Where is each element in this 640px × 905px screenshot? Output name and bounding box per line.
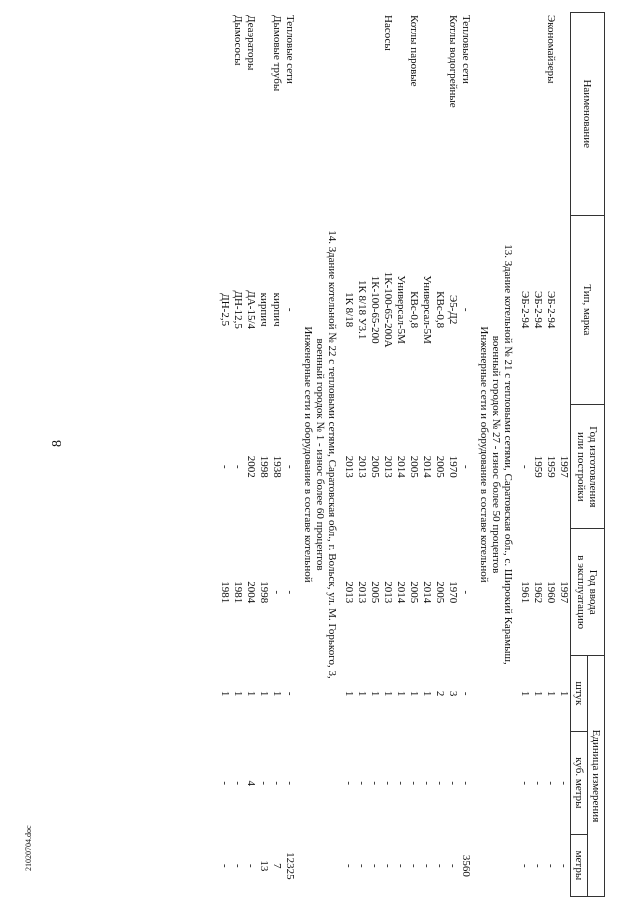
- cell-made: -: [284, 464, 296, 469]
- header-intro-line2: в эксплуатацию: [575, 555, 588, 630]
- section-13-line3: Инженерные сети и оборудование в составе котельной: [478, 326, 490, 583]
- cell-pcs: 1: [558, 690, 570, 697]
- cell-m: -: [369, 864, 381, 868]
- cell-made: 1997: [558, 455, 570, 478]
- cell-pcs: 1: [519, 690, 531, 697]
- table-row: [459, 12, 472, 897]
- header-made-line1: Год изготовления: [587, 426, 600, 508]
- table-row: [518, 12, 531, 897]
- cell-pcs: 1: [219, 690, 231, 697]
- cell-name: [218, 12, 231, 215]
- table-row: [394, 12, 407, 897]
- cell-made: -: [519, 464, 531, 469]
- cell-name: [342, 12, 355, 215]
- cell-intro: -: [460, 590, 472, 595]
- section-14-heading: [296, 12, 342, 897]
- cell-pcs: 1: [382, 690, 394, 697]
- cell-vol: -: [284, 781, 296, 786]
- header-vol: куб. метры: [571, 731, 588, 834]
- cell-type: 1К 8/18: [343, 292, 355, 328]
- cell-intro: 1997: [558, 581, 570, 604]
- cell-m: -: [558, 864, 570, 868]
- cell-name: Экономайзеры: [545, 15, 557, 84]
- cell-name: Дымососы: [232, 15, 244, 66]
- cell-vol: -: [408, 781, 420, 786]
- header-intro-line1: Год ввода: [587, 569, 600, 615]
- cell-made: 2013: [382, 455, 394, 478]
- cell-m: -: [532, 864, 544, 868]
- cell-intro: 1961: [519, 581, 531, 604]
- cell-m: -: [434, 864, 446, 868]
- cell-intro: 1998: [258, 581, 270, 604]
- cell-m: -: [245, 864, 257, 868]
- header-unit-group: Единица измерения: [588, 655, 605, 896]
- cell-pcs: 1: [258, 690, 270, 697]
- cell-vol: -: [460, 781, 472, 786]
- cell-vol: -: [434, 781, 446, 786]
- header-type: Тип, марка: [571, 215, 605, 405]
- cell-type: 1К-100-65-200А: [382, 271, 394, 348]
- cell-name: [394, 12, 407, 215]
- cell-vol: -: [519, 781, 531, 786]
- cell-made: 1959: [532, 455, 544, 478]
- cell-intro: 2014: [395, 581, 407, 604]
- cell-m: -: [545, 864, 557, 868]
- cell-intro: 2005: [434, 581, 446, 604]
- cell-pcs: 1: [545, 690, 557, 697]
- cell-vol: -: [369, 781, 381, 786]
- cell-intro: 2013: [343, 581, 355, 604]
- cell-intro: -: [271, 590, 283, 595]
- cell-vol: -: [382, 781, 394, 786]
- cell-pcs: 1: [421, 690, 433, 697]
- cell-intro: 1970: [447, 581, 459, 604]
- table-row: [355, 12, 368, 897]
- cell-type: 1К-100-65-200: [369, 275, 381, 344]
- section-13-line1: 13. Здание котельной № 21 с тепловыми сетями, Саратовская обл., с. Широкий Карамыш,: [502, 244, 514, 665]
- cell-m: -: [395, 864, 407, 868]
- cell-m: -: [382, 864, 394, 868]
- cell-pcs: 1: [356, 690, 368, 697]
- table-row: [381, 12, 394, 897]
- cell-type: ЭБ-2-94: [519, 290, 531, 329]
- cell-vol: -: [232, 781, 244, 786]
- cell-type: кирпич: [271, 292, 283, 327]
- cell-pcs: 1: [395, 690, 407, 697]
- cell-vol: -: [545, 781, 557, 786]
- table-row: [270, 12, 283, 897]
- cell-type: 1К 8/18 У3.1: [356, 279, 368, 340]
- cell-pcs: 1: [232, 690, 244, 697]
- table-row: [218, 12, 231, 897]
- cell-made: 2002: [245, 455, 257, 478]
- table-row: [342, 12, 355, 897]
- cell-intro: 1981: [232, 581, 244, 604]
- cell-pcs: 1: [343, 690, 355, 697]
- cell-vol: -: [421, 781, 433, 786]
- cell-made: 2005: [434, 455, 446, 478]
- header-intro: [571, 529, 605, 655]
- cell-type: -: [284, 307, 296, 312]
- cell-type: ДА-15/4: [245, 290, 257, 329]
- cell-made: 2014: [395, 455, 407, 478]
- cell-intro: 1981: [219, 581, 231, 604]
- cell-made: 1938: [271, 455, 283, 478]
- block-2-rows: [342, 12, 472, 897]
- cell-vol: -: [447, 781, 459, 786]
- header-made-line2: или постройки: [575, 432, 588, 502]
- document-filename: 21020704.doc: [24, 825, 33, 871]
- cell-type: кирпич: [258, 292, 270, 327]
- cell-m: -: [219, 864, 231, 868]
- cell-made: 2005: [408, 455, 420, 478]
- cell-type: ЭБ-2-94: [545, 290, 557, 329]
- section-14-line1: 14. Здание котельной № 22 с тепловыми сетями, Саратовская обл., г. Вольск, ул. М. Горького, 3,: [326, 230, 338, 679]
- cell-m: -: [421, 864, 433, 868]
- cell-vol: -: [219, 781, 231, 786]
- table-row: [544, 12, 557, 897]
- cell-name: Тепловые сети: [460, 15, 472, 84]
- cell-intro: 1962: [532, 581, 544, 604]
- section-13-heading: [472, 12, 518, 897]
- cell-vol: -: [258, 781, 270, 786]
- cell-name: [368, 12, 381, 215]
- block-1-rows: [518, 12, 570, 897]
- cell-pcs: 1: [408, 690, 420, 697]
- cell-pcs: 3: [447, 690, 459, 697]
- cell-pcs: 1: [532, 690, 544, 697]
- table-row: [368, 12, 381, 897]
- cell-pcs: 1: [271, 690, 283, 697]
- table-body-3: [218, 12, 296, 897]
- table-row: [244, 12, 257, 897]
- cell-m: -: [408, 864, 420, 868]
- cell-made: 1998: [258, 455, 270, 478]
- cell-intro: -: [284, 590, 296, 595]
- cell-name: Тепловые сети: [284, 15, 296, 84]
- section-13-line2: военный городок № 27 - износ более 50 процентов: [490, 335, 502, 574]
- cell-made: -: [460, 464, 472, 469]
- table-row: [433, 12, 446, 897]
- cell-vol: -: [395, 781, 407, 786]
- cell-pcs: -: [460, 691, 472, 696]
- cell-made: 1959: [545, 455, 557, 478]
- cell-intro: 2013: [356, 581, 368, 604]
- header-pcs: штук: [571, 655, 588, 731]
- cell-type: Э5-Д2: [447, 294, 459, 325]
- cell-pcs: 2: [434, 690, 446, 697]
- cell-name: [257, 12, 270, 215]
- cell-type: -: [460, 307, 472, 312]
- cell-intro: 2014: [421, 581, 433, 604]
- cell-pcs: -: [284, 691, 296, 696]
- cell-type: ДН-2,5: [219, 293, 231, 327]
- cell-made: -: [232, 464, 244, 469]
- cell-name: [420, 12, 433, 215]
- cell-vol: 4: [245, 780, 257, 786]
- cell-name: [433, 12, 446, 215]
- cell-m: -: [519, 864, 531, 868]
- cell-m: -: [232, 864, 244, 868]
- cell-m: -: [343, 864, 355, 868]
- table-row: [231, 12, 244, 897]
- cell-intro: 2005: [369, 581, 381, 604]
- table-row: [257, 12, 270, 897]
- page-number: 8: [50, 440, 65, 447]
- cell-name: [355, 12, 368, 215]
- table-header: [570, 12, 605, 897]
- table-row: [531, 12, 544, 897]
- cell-name: [557, 12, 570, 215]
- cell-made: 2014: [421, 455, 433, 478]
- cell-m: 3560: [460, 854, 472, 877]
- table-row: [283, 12, 296, 897]
- table-row: [446, 12, 459, 897]
- cell-m: 12325: [284, 852, 296, 880]
- table-row: [557, 12, 570, 897]
- block-3-rows: [218, 12, 296, 897]
- cell-intro: 2013: [382, 581, 394, 604]
- cell-vol: -: [271, 781, 283, 786]
- cell-m: 7: [271, 863, 283, 869]
- cell-type: Универсал-5М: [395, 275, 407, 344]
- rotated-document: [25, 12, 605, 897]
- section-14-line3: Инженерные сети и оборудование в составе котельной: [302, 326, 314, 583]
- header-made: [571, 405, 605, 529]
- table-row: [420, 12, 433, 897]
- cell-intro: 1960: [545, 581, 557, 604]
- cell-name: Дымовые трубы: [271, 15, 283, 92]
- cell-m: -: [447, 864, 459, 868]
- cell-m: -: [356, 864, 368, 868]
- cell-name: [518, 12, 531, 215]
- cell-name: Деаэраторы: [245, 15, 257, 71]
- cell-vol: -: [343, 781, 355, 786]
- table-body: [518, 12, 570, 897]
- table-body-2: [342, 12, 472, 897]
- cell-type: ЭБ-2-94: [532, 290, 544, 329]
- cell-type: Универсал-5М: [421, 275, 433, 344]
- cell-made: 2013: [356, 455, 368, 478]
- cell-intro: 2005: [408, 581, 420, 604]
- cell-name: Котлы водогрейные: [447, 15, 459, 108]
- cell-type: [557, 215, 570, 405]
- cell-type: КВс-0,8: [434, 291, 446, 329]
- table-row: [407, 12, 420, 897]
- cell-vol: -: [558, 781, 570, 786]
- cell-made: -: [219, 464, 231, 469]
- cell-made: 1970: [447, 455, 459, 478]
- cell-vol: -: [356, 781, 368, 786]
- cell-name: Насосы: [382, 15, 394, 51]
- header-name: Наименование: [571, 13, 605, 216]
- header-m: метры: [571, 834, 588, 896]
- cell-vol: -: [532, 781, 544, 786]
- cell-type: КВс-0,8: [408, 291, 420, 329]
- cell-name: [531, 12, 544, 215]
- cell-m: 13: [258, 860, 270, 872]
- cell-pcs: 1: [245, 690, 257, 697]
- cell-intro: 2004: [245, 581, 257, 604]
- cell-pcs: 1: [369, 690, 381, 697]
- cell-made: 2005: [369, 455, 381, 478]
- section-14-line2: военный городок № 1 - износ более 60 процентов: [314, 338, 326, 571]
- cell-name: Котлы паровые: [408, 15, 420, 87]
- cell-made: 2013: [343, 455, 355, 478]
- cell-type: ДН-12,5: [232, 290, 244, 329]
